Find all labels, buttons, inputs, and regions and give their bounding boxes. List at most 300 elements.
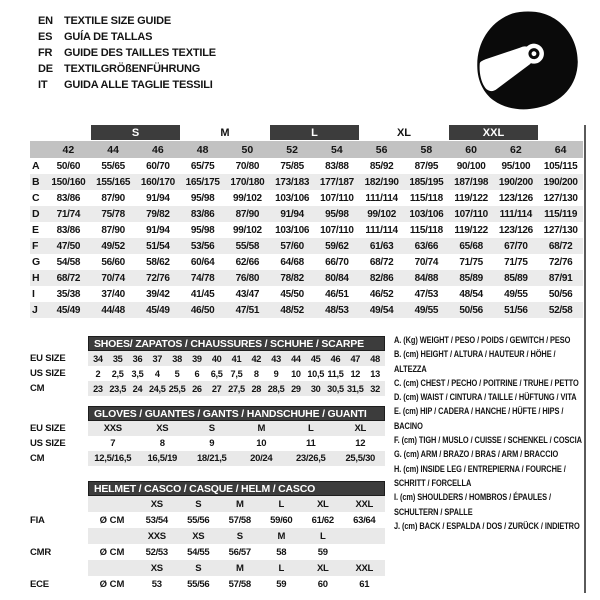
size-value: 46 (326, 351, 346, 366)
measure-row-h (30, 270, 583, 286)
size-value: 170/180 (230, 176, 265, 188)
legend-item: F. (cm) TIGH / MUSLO / CUISSE / SCHENKEL / COSCIA (394, 435, 582, 447)
size-band-row (30, 125, 583, 141)
size-value: 75/85 (280, 160, 304, 172)
size-value: 39/42 (146, 288, 170, 300)
language-code: ES (38, 31, 53, 43)
size-value: 123/126 (498, 192, 533, 204)
size-value: 111/114 (365, 224, 398, 236)
helmet-size-value: 59/60 (270, 514, 293, 526)
measure-row-b (30, 174, 583, 190)
size-value: 85/89 (504, 272, 528, 284)
size-value: 6 (194, 368, 200, 379)
size-value: XXS (88, 421, 138, 436)
helmet-size-label: XL (302, 496, 344, 512)
size-value: 23 (88, 381, 108, 396)
helmet-size-label: L (302, 528, 344, 544)
size-value: 91/94 (146, 224, 170, 236)
measure-row-i (30, 286, 583, 302)
size-value: 165/175 (185, 176, 220, 188)
size-value: 9 (273, 368, 279, 379)
right-edge-rule (584, 125, 586, 593)
helmet-size-value: 56/57 (228, 546, 251, 558)
size-value: 87/90 (101, 224, 125, 236)
column-header: 46 (152, 143, 164, 156)
size-value: 83/86 (56, 192, 81, 204)
row-letter: I (32, 288, 35, 300)
size-value: XL (336, 421, 386, 436)
size-band-xl: XL (396, 126, 412, 139)
size-value: 72/76 (146, 272, 170, 284)
size-value: 58/62 (146, 256, 170, 268)
size-value: 49/54 (369, 304, 394, 316)
helmet-size-value: 58 (276, 546, 287, 558)
size-value: 8 (253, 368, 259, 379)
size-value: 31,5 (345, 381, 365, 396)
size-value: 70/80 (235, 160, 260, 172)
helmet-values-row-fia (30, 512, 385, 528)
legend-item: D. (cm) WAIST / CINTURA / TAILLE / HÜFTUNG / VITA (394, 392, 577, 404)
column-header: 42 (62, 143, 75, 156)
size-value: 95/98 (325, 208, 349, 220)
legend-item: E. (cm) HIP / CADERA / HANCHE / HÜFTE / HIPS / BACINO (394, 406, 564, 432)
size-band-spacer (538, 125, 583, 140)
table-title: GLOVES / GUANTES / GANTS / HANDSCHUHE / GUANTI (88, 406, 385, 421)
size-value: 28,5 (266, 381, 286, 396)
language-code: FR (38, 47, 53, 59)
size-value: 91/94 (280, 208, 304, 220)
size-value: 87/95 (414, 160, 439, 172)
helmet-size-label: XXL (344, 560, 386, 576)
row-letter: H (32, 272, 40, 284)
size-value: 105/115 (543, 160, 578, 172)
diameter-unit: Ø CM (99, 514, 125, 526)
size-value: 54/58 (56, 256, 81, 268)
size-value: 119/122 (454, 224, 488, 236)
row-letter: A (32, 160, 40, 172)
table-header-row (30, 336, 385, 351)
language-title: GUÍA DE TALLAS (64, 31, 153, 43)
helmet-size-label: XS (136, 560, 178, 576)
size-value: 103/106 (409, 208, 444, 220)
size-value: 99/102 (367, 208, 397, 220)
row-label: CM (30, 383, 45, 394)
size-value: 46/52 (369, 288, 394, 300)
size-value: 7 (110, 438, 116, 449)
size-value: 12 (350, 368, 361, 379)
measure-row-g (30, 254, 583, 270)
size-value: 49/52 (101, 240, 125, 252)
table-row-cm (30, 451, 385, 466)
size-value: 52/58 (548, 304, 573, 316)
size-value: 7,5 (230, 368, 243, 379)
size-value: 10 (256, 438, 267, 449)
helmet-sizes-row-cmr (30, 528, 385, 544)
legend-item: G. (cm) ARM / BRAZO / BRAS / ARM / BRACCIO (394, 449, 559, 461)
size-value: 32 (365, 381, 385, 396)
size-value: 23/26,5 (286, 451, 336, 466)
size-value: 107/110 (320, 192, 354, 204)
size-value: 115/118 (409, 224, 443, 236)
size-value: 68/72 (548, 240, 573, 252)
size-value: 11 (306, 438, 316, 449)
size-value: 115/118 (409, 192, 443, 204)
size-value: 46/50 (190, 304, 215, 316)
size-value: 23,5 (108, 381, 128, 396)
size-value: 46/51 (325, 288, 349, 300)
language-code: DE (38, 63, 53, 75)
textile-size-table (30, 125, 583, 318)
size-value: 51/56 (504, 304, 528, 316)
size-value: 9 (209, 438, 215, 449)
size-value: 85/92 (369, 160, 394, 172)
size-value: 4 (154, 368, 160, 379)
legend-item: B. (cm) HEIGHT / ALTURA / HAUTEUR / HÖHE / ALTEZZA (394, 349, 556, 375)
size-value: 91/94 (146, 192, 170, 204)
helmet-size-value: 63/64 (353, 514, 376, 526)
size-value: 82/86 (369, 272, 394, 284)
legend-item: H. (cm) INSIDE LEG / ENTREPIERNA / FOURCHE / SCHRITT / FORCELLA (394, 463, 566, 489)
size-value: 49/55 (414, 304, 439, 316)
size-value: 95/100 (501, 160, 531, 172)
table-header-row (30, 481, 385, 496)
size-value: 107/110 (454, 208, 488, 220)
helmet-size-value: 53/54 (145, 514, 168, 526)
size-value: S (187, 421, 237, 436)
corner-cell (30, 141, 46, 158)
size-value: 76/80 (235, 272, 260, 284)
size-value: 45/50 (280, 288, 304, 300)
size-value: 24,5 (147, 381, 167, 396)
row-letter: D (32, 208, 40, 220)
size-value: 68/72 (56, 272, 81, 284)
size-value: 25,5/30 (336, 451, 386, 466)
measure-row-d (30, 206, 583, 222)
size-value: 26 (187, 381, 207, 396)
helmet-size-label: XXS (136, 528, 178, 544)
size-value: 47/51 (235, 304, 260, 316)
header-spacer (30, 336, 88, 351)
size-value: 8 (159, 438, 165, 449)
size-value: 44/48 (101, 304, 125, 316)
row-spacer (30, 560, 88, 576)
size-value: 47 (345, 351, 365, 366)
helmet-size-value: 55/56 (187, 514, 210, 526)
size-value: 71/75 (459, 256, 483, 268)
helmet-size-value: 61/62 (311, 514, 334, 526)
helmet-size-value: 53 (151, 578, 162, 590)
helmet-size-label: S (178, 496, 220, 512)
language-title: GUIDE DES TAILLES TEXTILE (64, 47, 216, 59)
size-value: 83/88 (325, 160, 349, 172)
helmet-size-label: XL (302, 560, 344, 576)
helmet-size-value: 54/55 (187, 546, 210, 558)
size-value: 56/60 (101, 256, 125, 268)
helmet-size-label: S (219, 528, 261, 544)
helmet-size-value: 60 (317, 578, 328, 590)
gloves-size-table (30, 406, 385, 466)
table-row-cm (30, 381, 385, 396)
language-code: IT (38, 79, 48, 91)
size-value: 190/200 (498, 176, 533, 188)
size-value: 111/114 (365, 192, 398, 204)
size-value: 99/102 (232, 192, 262, 204)
helmet-sizes-row-fia (30, 496, 385, 512)
measurement-legend (394, 334, 589, 534)
size-value: 55/58 (235, 240, 260, 252)
size-value: 24 (128, 381, 148, 396)
size-value: 40 (207, 351, 227, 366)
size-value: 35 (108, 351, 128, 366)
language-line (38, 77, 216, 93)
size-band-m: M (220, 126, 230, 139)
size-band-l: L (270, 125, 360, 140)
size-value: 71/74 (56, 208, 81, 220)
language-header (38, 13, 216, 93)
size-value: 35/38 (56, 288, 81, 300)
column-header: 58 (420, 143, 433, 156)
helmet-size-label: M (219, 496, 261, 512)
size-value: 20/24 (237, 451, 287, 466)
size-value: 173/183 (275, 176, 310, 188)
column-header: 56 (375, 143, 388, 156)
size-value: 25,5 (167, 381, 187, 396)
size-value: 55/65 (101, 160, 125, 172)
table-row-eu-size (30, 421, 385, 436)
table-header-row (30, 406, 385, 421)
size-value: 79/82 (146, 208, 170, 220)
helmet-size-label (344, 528, 386, 544)
size-value: 12,5/16,5 (88, 451, 138, 466)
size-value: 2,5 (111, 368, 124, 379)
size-value: 87/91 (548, 272, 573, 284)
row-spacer (30, 496, 88, 512)
size-value: 127/130 (543, 192, 578, 204)
language-title: GUIDA ALLE TAGLIE TESSILI (64, 79, 213, 91)
size-value: 65/68 (459, 240, 483, 252)
size-value: 45 (306, 351, 326, 366)
size-value: 150/160 (51, 176, 86, 188)
size-value: 87/90 (101, 192, 125, 204)
table-row-us-size (30, 436, 385, 451)
column-header: 62 (510, 143, 522, 156)
measure-row-e (30, 222, 583, 238)
size-value: 127/130 (543, 224, 578, 236)
legend-item: A. (Kg) WEIGHT / PESO / POIDS / GEWITCH / PESO (394, 335, 571, 346)
helmet-size-value: 57/58 (228, 514, 251, 526)
size-value: 71/75 (504, 256, 528, 268)
size-value: 48/54 (459, 288, 483, 300)
helmet-size-label: S (178, 560, 220, 576)
helmet-size-label: M (219, 560, 261, 576)
size-value: 107/110 (320, 224, 354, 236)
size-value: 48 (365, 351, 385, 366)
helmet-size-label: M (261, 528, 303, 544)
size-value: 27,5 (227, 381, 247, 396)
helmet-size-label: L (261, 496, 303, 512)
size-value: 11,5 (327, 368, 344, 379)
size-value: 83/86 (56, 224, 81, 236)
size-value: 30,5 (326, 381, 346, 396)
size-value: 45/49 (56, 304, 81, 316)
helmet-icon (466, 5, 586, 117)
size-value: 57/60 (280, 240, 304, 252)
helmet-size-value: 52/53 (145, 546, 168, 558)
size-value: 64/68 (280, 256, 304, 268)
helmet-size-label: L (261, 560, 303, 576)
size-value: 45/49 (146, 304, 170, 316)
size-value: M (237, 421, 287, 436)
size-value: 10,5 (307, 368, 325, 379)
helmet-size-value: 59 (317, 546, 328, 558)
size-value: 115/119 (544, 208, 578, 220)
size-value: 53/56 (190, 240, 215, 252)
helmet-size-label (88, 528, 136, 544)
language-code: EN (38, 15, 53, 27)
size-value: 74/78 (190, 272, 215, 284)
size-value: 84/88 (414, 272, 439, 284)
language-line (38, 45, 216, 61)
column-header: 48 (196, 143, 209, 156)
helmet-size-value: 57/58 (228, 578, 251, 590)
helmet-size-label: XXL (344, 496, 386, 512)
size-value: 48/53 (325, 304, 349, 316)
column-header: 60 (465, 143, 477, 156)
size-value: 60/64 (190, 256, 215, 268)
helmet-size-label (88, 560, 136, 576)
standard-label: FIA (30, 514, 45, 526)
size-value: 48/52 (280, 304, 304, 316)
size-value: 70/74 (101, 272, 125, 284)
measure-row-f (30, 238, 583, 254)
size-value: 95/98 (190, 192, 215, 204)
size-value: 3,5 (131, 368, 144, 379)
row-letter: F (32, 240, 39, 252)
measure-row-a (30, 158, 583, 174)
legend-item: I. (cm) SHOULDERS / HOMBROS / ÉPAULES / SCHULTERN / SPALLE (394, 492, 551, 518)
helmet-values-row-cmr (30, 544, 385, 560)
size-value: 67/70 (504, 240, 528, 252)
size-value: 99/102 (232, 224, 262, 236)
table-title: HELMET / CASCO / CASQUE / HELM / CASCO (88, 481, 385, 496)
header-spacer (30, 406, 88, 421)
column-header-row (30, 141, 583, 158)
size-value: 43/47 (235, 288, 260, 300)
size-value: 72/76 (548, 256, 573, 268)
diameter-unit: Ø CM (99, 546, 125, 558)
size-band-xxl: XXL (449, 125, 539, 140)
size-value: 37 (147, 351, 167, 366)
table-title: SHOES/ ZAPATOS / CHAUSSURES / SCHUHE / SCARPE (88, 336, 385, 351)
row-letter: G (32, 256, 41, 268)
legend-item: J. (cm) BACK / ESPALDA / DOS / ZURÜCK / INDIETRO (394, 520, 580, 532)
size-value: 39 (187, 351, 207, 366)
size-value: 37/40 (101, 288, 125, 300)
row-label: US SIZE (30, 438, 66, 449)
size-value: 63/66 (414, 240, 439, 252)
legend-item: C. (cm) CHEST / PECHO / POITRINE / TRUHE / PETTO (394, 377, 579, 389)
size-value: 12 (355, 438, 366, 449)
size-value: 123/126 (498, 224, 533, 236)
row-letter: C (32, 192, 40, 204)
size-value: 42 (246, 351, 266, 366)
size-value: 18/21,5 (187, 451, 237, 466)
size-value: 27 (207, 381, 227, 396)
size-value: XS (138, 421, 188, 436)
size-value: 5 (174, 368, 180, 379)
column-header: 64 (554, 143, 567, 156)
diameter-unit: Ø CM (99, 578, 125, 590)
size-value: 10 (291, 368, 301, 379)
size-value: 75/78 (101, 208, 125, 220)
size-value: 95/98 (190, 224, 215, 236)
row-letter: E (32, 224, 40, 236)
measure-row-j (30, 302, 583, 318)
size-band-spacer (30, 125, 91, 140)
size-value: 47/50 (56, 240, 81, 252)
header-spacer (30, 481, 88, 496)
helmet-size-value: 61 (359, 578, 370, 590)
size-value: 29 (286, 381, 306, 396)
row-spacer (30, 528, 88, 544)
size-band-s: S (91, 125, 181, 140)
size-value: 103/106 (275, 224, 310, 236)
size-value: 90/100 (456, 160, 486, 172)
helmet-size-label: XS (136, 496, 178, 512)
size-value: 66/70 (325, 256, 349, 268)
standard-label: CMR (30, 546, 52, 558)
size-value: 60/70 (146, 160, 170, 172)
size-value: 185/195 (409, 176, 444, 188)
row-letter: J (32, 304, 38, 316)
size-value: 16,5/19 (138, 451, 188, 466)
row-letter: B (32, 176, 40, 188)
size-value: 41/45 (190, 288, 215, 300)
size-value: L (286, 421, 336, 436)
size-value: 83/86 (190, 208, 215, 220)
size-value: 2 (95, 368, 101, 379)
size-value: 47/53 (414, 288, 439, 300)
size-value: 103/106 (275, 192, 310, 204)
size-value: 62/66 (235, 256, 260, 268)
language-title: TEXTILE SIZE GUIDE (64, 15, 172, 27)
column-header: 44 (107, 143, 119, 156)
language-line (38, 61, 216, 77)
size-value: 30 (306, 381, 326, 396)
size-value: 50/56 (459, 304, 483, 316)
row-label: CM (30, 453, 45, 464)
size-value: 111/114 (499, 208, 533, 220)
helmet-size-label: XS (178, 528, 220, 544)
table-row-us-size (30, 366, 385, 381)
size-value: 36 (128, 351, 148, 366)
column-header: 50 (241, 143, 254, 156)
size-value: 6,5 (210, 368, 223, 379)
size-value: 70/74 (414, 256, 439, 268)
size-value: 28 (246, 381, 266, 396)
shoes-size-table (30, 336, 385, 396)
row-label: US SIZE (30, 368, 66, 379)
size-value: 155/165 (96, 176, 131, 188)
size-value: 119/122 (454, 192, 488, 204)
size-value: 34 (88, 351, 108, 366)
size-value: 182/190 (364, 176, 399, 188)
size-value: 160/170 (140, 176, 175, 188)
size-value: 87/90 (235, 208, 260, 220)
size-value: 78/82 (280, 272, 304, 284)
size-value: 51/54 (146, 240, 170, 252)
size-value: 190/200 (543, 176, 578, 188)
